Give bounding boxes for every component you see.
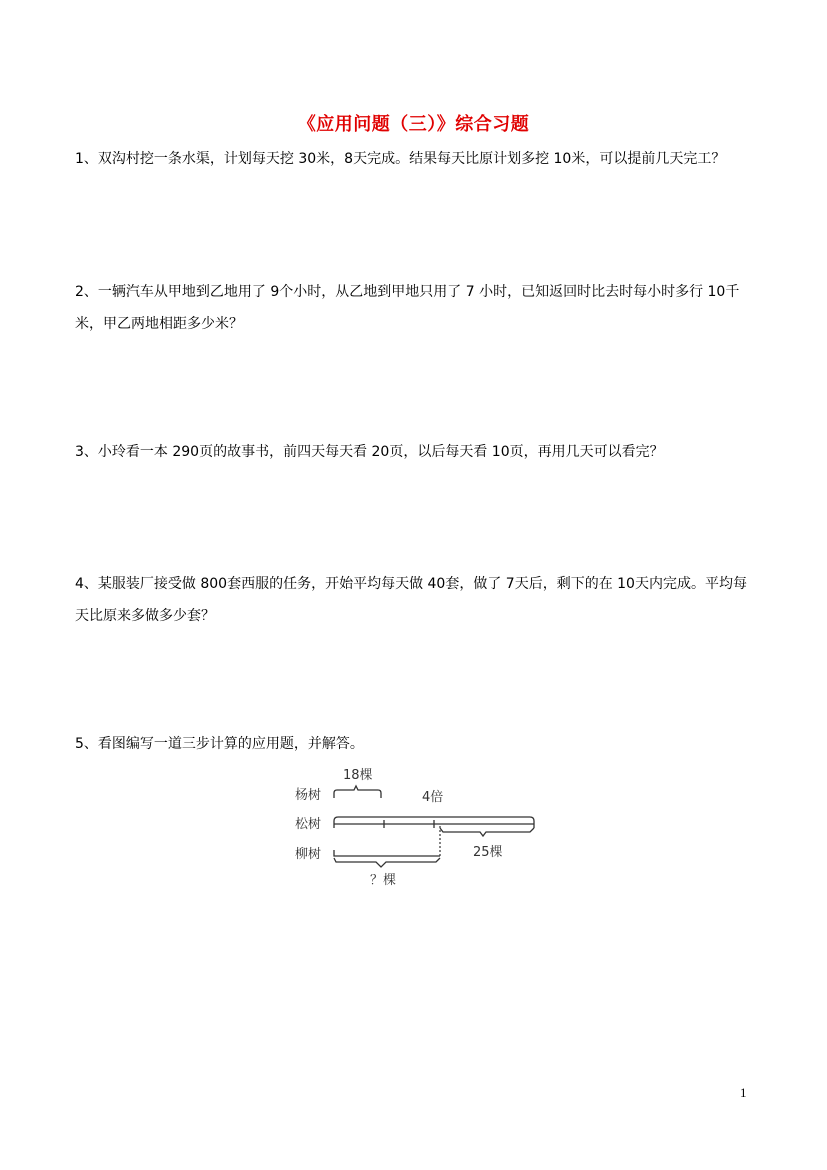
page-title: 《应用问题（三）》综合习题 [297, 114, 530, 135]
difference-label: 25棵 [473, 845, 503, 860]
question-4: 4、某服装厂接受做 800套西服的任务，开始平均每天做 40套，做了 7天后，剩下的在 10天内完成。平均每天比原来多做多少套？ [75, 576, 747, 624]
question-2: 2、一辆汽车从甲地到乙地用了 9个小时，从乙地到甲地只用了 7 小时，已知返回时比去时每小时多行 10千米，甲乙两地相距多少米？ [75, 284, 740, 332]
willow-line [334, 850, 440, 856]
page-number: 1 [740, 1085, 747, 1100]
times-label: 4倍 [422, 790, 444, 805]
unknown-label: ？棵 [370, 873, 397, 888]
difference-brace [440, 828, 534, 836]
question-5: 5、看图编写一道三步计算的应用题，并解答。 [75, 736, 364, 752]
poplar-brace [334, 786, 381, 798]
question-3: 3、小玲看一本 290页的故事书，前四天每天看 20页，以后每天看 10页，再用几天可以看完？ [75, 444, 664, 460]
question-1: 1、双沟村挖一条水渠，计划每天挖 30米，8天完成。结果每天比原计划多挖 10米，可以提前几天完工？ [75, 151, 726, 167]
label-willow: 柳树 [295, 847, 322, 862]
line-segment-diagram [280, 760, 550, 890]
willow-brace [334, 858, 440, 867]
label-poplar: 杨树 [295, 788, 322, 803]
poplar-count: 18棵 [343, 768, 373, 783]
label-pine: 松树 [295, 817, 322, 832]
